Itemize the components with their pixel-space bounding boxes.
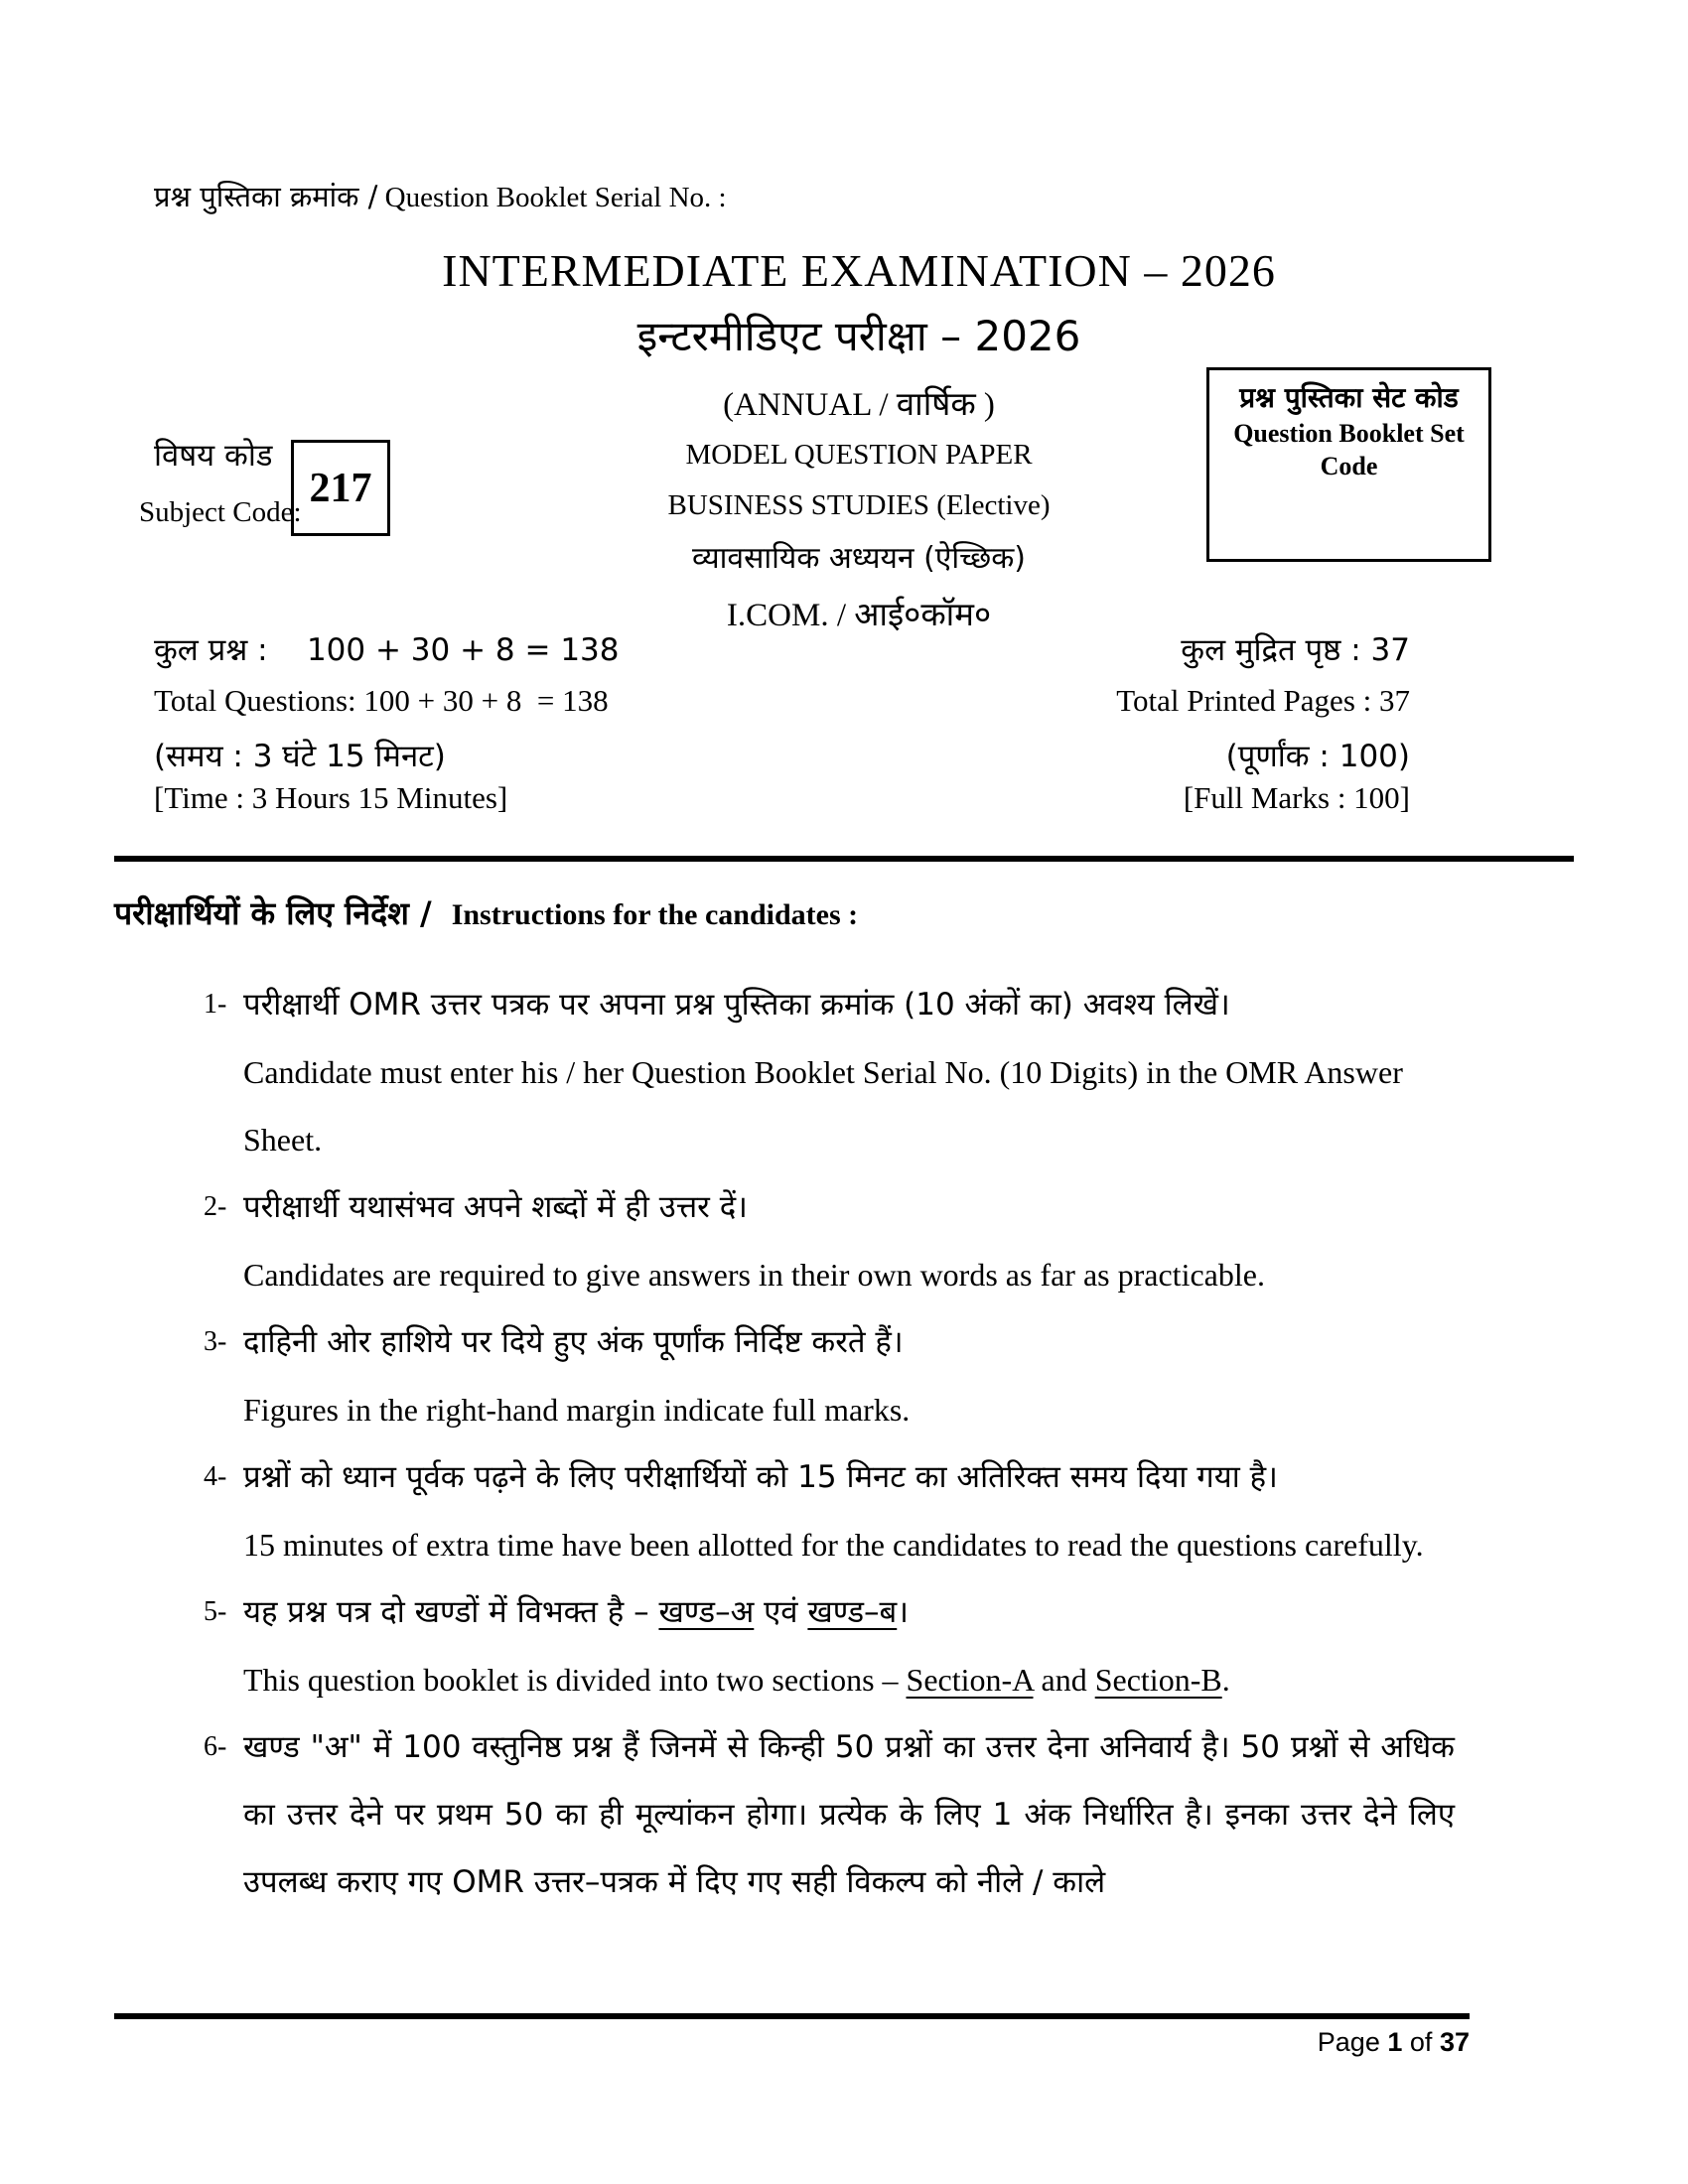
subject-name-english: BUSINESS STUDIES (Elective)	[667, 488, 1051, 521]
booklet-serial-label-english: Question Booklet Serial No. :	[384, 182, 727, 213]
instruction-number: 2-	[204, 1191, 227, 1222]
full-marks-english: [Full Marks : 100]	[1183, 780, 1410, 815]
instruction-number: 1-	[204, 989, 227, 1020]
instruction-6-hindi: खण्ड "अ" में 100 वस्तुनिष्ठ प्रश्न हैं जिनमें से किन्ही 50 प्रश्नों का उत्तर देना अनिवार्य है। 50 प्रश्नों से अधिक का उत्तर देने पर प्रथम 50 का ही मूल्यांकन होगा। प्रत्येक के लिए 1 अंक निर्धारित है। इनका उत्तर देने लिए उपलब्ध कराए गए OMR उत्तर–पत्रक में दिए गए सही विकल्प को नीले / काले	[243, 1729, 1455, 1900]
full-marks-hindi: (पूर्णांक : 100)	[1225, 739, 1410, 774]
footer-total-pages: 37	[1439, 2027, 1470, 2057]
instruction-3-english: Figures in the right-hand margin indicate full marks.	[243, 1392, 911, 1428]
instructions-heading	[114, 891, 858, 934]
section-b-underlined: Section-B	[1094, 1662, 1222, 1698]
instruction-item-2	[114, 1173, 1455, 1308]
instruction-4-hindi: प्रश्नों को ध्यान पूर्वक पढ़ने के लिए परीक्षार्थियों को 15 मिनट का अतिरिक्त समय दिया गया है।	[243, 1459, 1278, 1495]
instruction-5-english-text: and	[1033, 1662, 1095, 1698]
instruction-item-1	[114, 971, 1455, 1173]
instruction-5-hindi-text: ।	[897, 1594, 910, 1630]
instruction-2-hindi: परीक्षार्थी यथासंभव अपने शब्दों में ही उत्तर दें।	[243, 1189, 748, 1225]
section-a-underlined: Section-A	[906, 1662, 1034, 1698]
instruction-number: 4-	[204, 1461, 227, 1492]
stream-line: I.COM. / आई०कॉम०	[726, 597, 992, 633]
instruction-1-hindi: परीक्षार्थी OMR उत्तर पत्रक पर अपना प्रश्न पुस्तिका क्रमांक (10 अंकों का) अवश्य लिखें।	[243, 987, 1230, 1023]
set-code-box	[1206, 367, 1491, 562]
totals-row-4	[154, 780, 1410, 816]
instruction-5-hindi-text: यह प्रश्न पत्र दो खण्डों में विभक्त है –	[243, 1594, 659, 1630]
instruction-5-hindi	[243, 1578, 1455, 1646]
page-footer	[114, 2027, 1470, 2058]
set-code-label-hindi: प्रश्न पुस्तिका सेट कोड	[1239, 381, 1459, 414]
footer-page-number: 1	[1387, 2027, 1403, 2057]
section-b-hindi-underlined: खण्ड–ब	[807, 1594, 898, 1630]
totals-row-1	[154, 628, 1410, 670]
instructions-heading-english: Instructions for the candidates :	[451, 898, 859, 931]
instruction-5-english-text: This question booklet is divided into two sections –	[243, 1662, 907, 1698]
total-questions-english: Total Questions: 100 + 30 + 8 = 138	[154, 683, 609, 718]
instruction-number: 6-	[204, 1731, 227, 1762]
instruction-3-hindi: दाहिनी ओर हाशिये पर दिये हुए अंक पूर्णांक निर्दिष्ट करते हैं।	[243, 1324, 904, 1360]
subject-code-value: 217	[309, 465, 372, 511]
instruction-number: 5-	[204, 1596, 227, 1627]
instruction-5-english	[243, 1646, 1455, 1713]
time-hindi: (समय : 3 घंटे 15 मिनट)	[154, 739, 446, 774]
header-divider-rule	[114, 856, 1574, 862]
subject-code-label-english: Subject Code:	[139, 496, 302, 528]
subject-code-box	[291, 440, 390, 536]
exam-title-english: INTERMEDIATE EXAMINATION – 2026	[442, 245, 1276, 296]
footer-of-word: of	[1409, 2027, 1433, 2057]
total-questions-hindi: कुल प्रश्न : 100 + 30 + 8 = 138	[154, 632, 620, 668]
totals-row-3	[154, 735, 1410, 776]
time-english: [Time : 3 Hours 15 Minutes]	[154, 780, 508, 815]
instruction-item-5	[114, 1578, 1455, 1713]
booklet-serial-label-hindi: प्रश्न पुस्तिका क्रमांक /	[154, 180, 378, 213]
total-pages-english: Total Printed Pages : 37	[1116, 683, 1410, 718]
instructions-heading-hindi: परीक्षार्थियों के लिए निर्देश /	[114, 894, 432, 932]
annual-line: (ANNUAL / वार्षिक )	[723, 386, 995, 423]
instruction-4-english: 15 minutes of extra time have been allotted for the candidates to read the questions carefully.	[243, 1527, 1424, 1563]
total-pages-hindi: कुल मुद्रित पृष्ठ : 37	[1181, 632, 1410, 668]
footer-divider-rule	[114, 2013, 1470, 2019]
instruction-1-english: Candidate must enter his / her Question Booklet Serial No. (10 Digits) in the OMR Answer Sheet.	[243, 1054, 1403, 1158]
footer-page-word: Page	[1317, 2027, 1380, 2057]
section-a-hindi-underlined: खण्ड–अ	[658, 1594, 755, 1630]
instruction-2-english: Candidates are required to give answers in their own words as far as practicable.	[243, 1257, 1265, 1293]
instruction-5-english-text: .	[1221, 1662, 1230, 1698]
subject-name-hindi: व्यावसायिक अध्ययन (ऐच्छिक)	[692, 540, 1026, 576]
set-code-label-english: Question Booklet Set Code	[1233, 419, 1465, 480]
instructions-list	[114, 971, 1465, 1916]
exam-title-hindi: इन्टरमीडिएट परीक्षा – 2026	[636, 312, 1081, 361]
instruction-item-3	[114, 1308, 1455, 1443]
booklet-serial-label	[154, 177, 727, 215]
instruction-number: 3-	[204, 1326, 227, 1357]
instruction-item-4	[114, 1443, 1455, 1578]
instruction-5-hindi-text: एवं	[754, 1594, 808, 1630]
subject-code-label-hindi: विषय कोड	[154, 438, 273, 474]
totals-row-2	[154, 683, 1410, 719]
instruction-item-6	[114, 1713, 1455, 1916]
model-question-paper-line: MODEL QUESTION PAPER	[685, 438, 1033, 471]
